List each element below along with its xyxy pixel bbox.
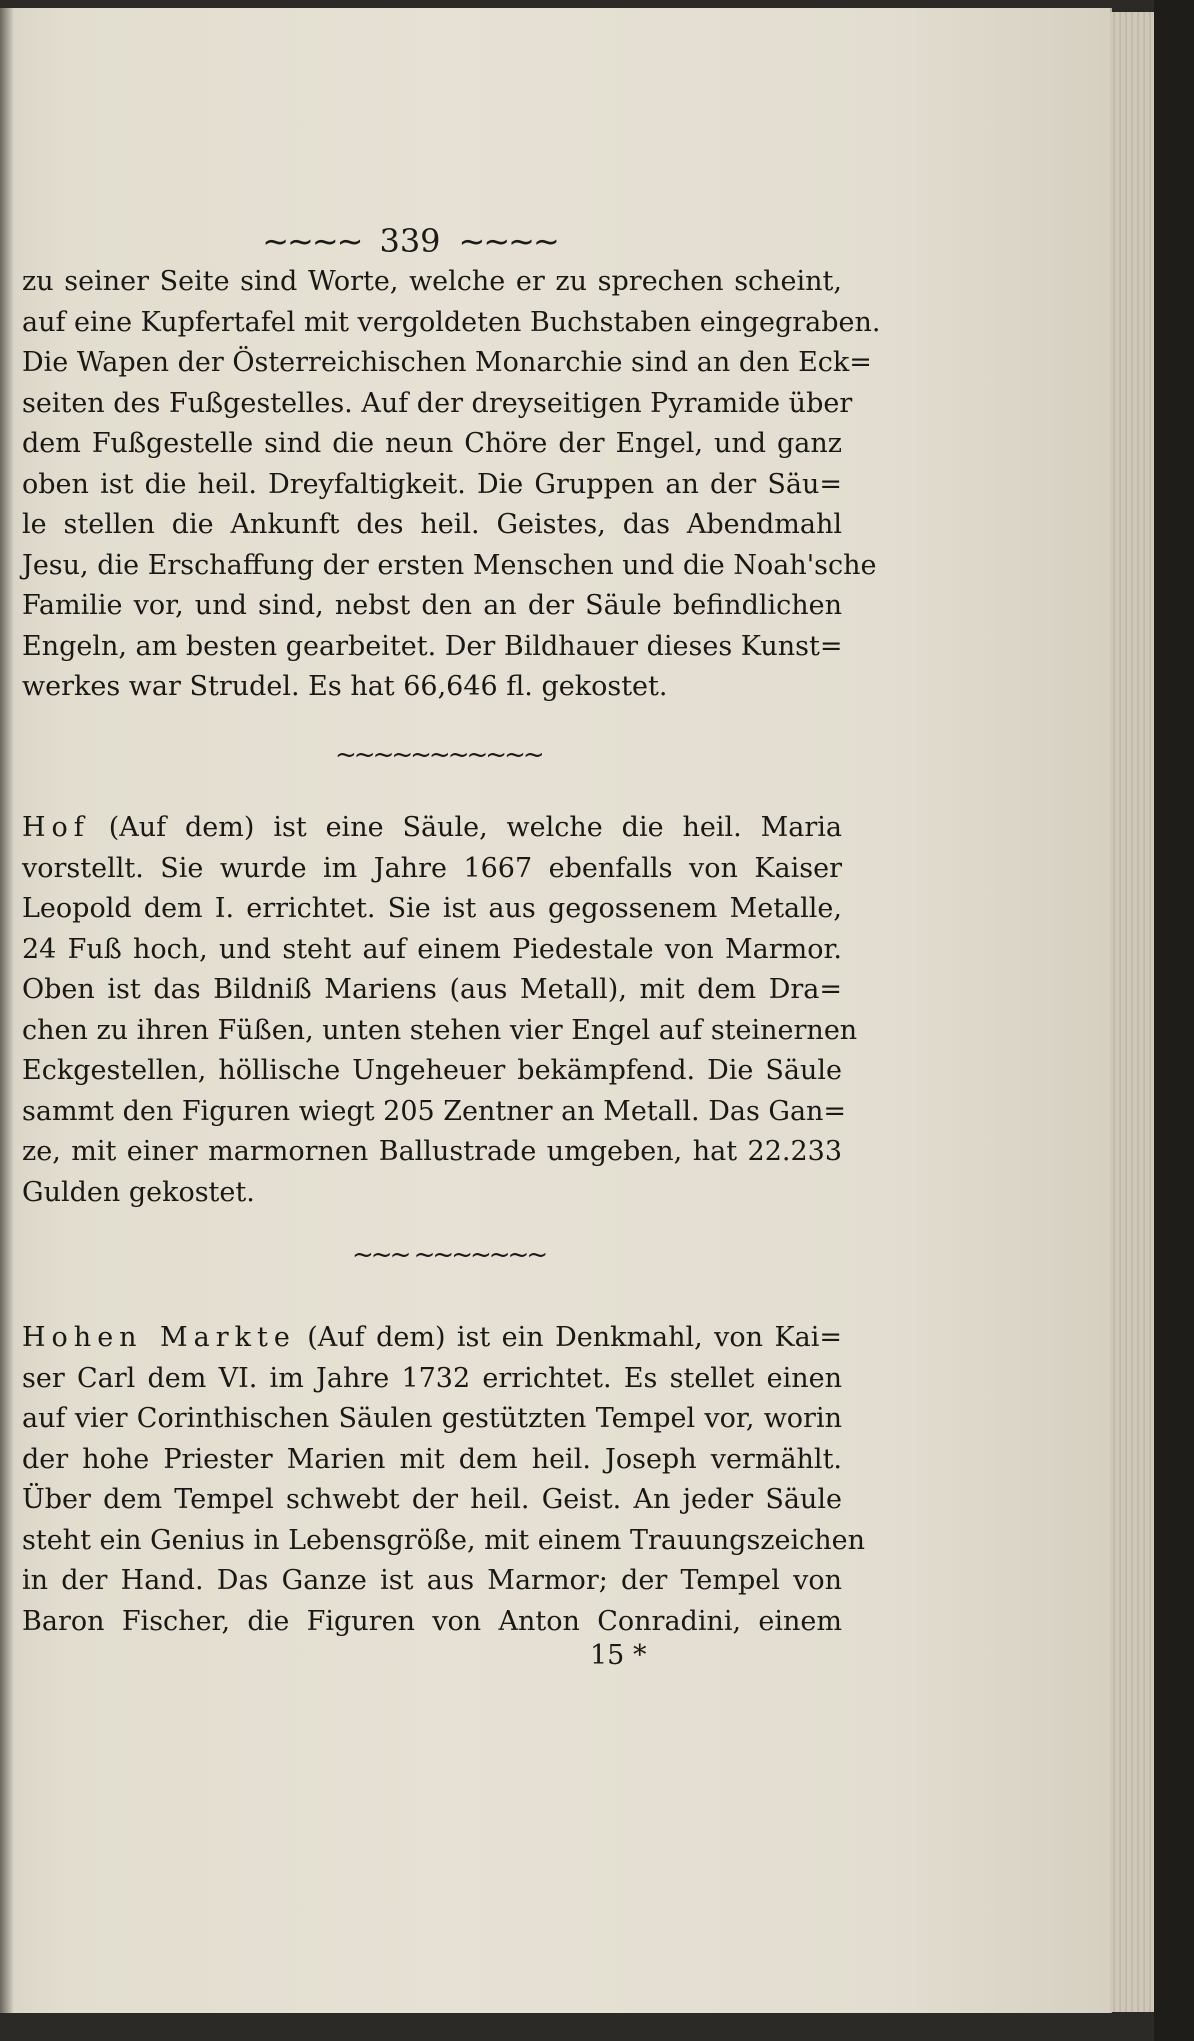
text-line: chen zu ihren Füßen, unten stehen vier Engel auf steinernen <box>22 1014 858 1046</box>
text-line: Gulden gekostet. <box>22 1176 255 1208</box>
paragraph-hof <box>22 808 858 1213</box>
text-line: auf eine Kupfertafel mit vergoldeten Buchstaben eingegraben. <box>22 306 881 338</box>
page-number: 339 <box>379 222 441 260</box>
page-edges <box>1110 12 1154 2012</box>
text-line: seiten des Fußgestelles. Auf der dreyseitigen Pyramide über <box>22 387 853 419</box>
text-line: le stellen die Ankunft des heil. Geistes, das Abendmahl <box>22 509 842 540</box>
book-cover-edge <box>1154 0 1194 2041</box>
text-line: Eckgestellen, höllische Ungeheuer bekämpfend. Die Säule <box>22 1055 842 1086</box>
text-line: Über dem Tempel schwebt der heil. Geist. An jeder Säule <box>22 1484 842 1515</box>
text-line: steht ein Genius in Lebensgröße, mit einem Trauungszeichen <box>22 1524 866 1556</box>
header-ornament-right: ~~~~ <box>458 222 558 260</box>
text-line: der hohe Priester Marien mit dem heil. Joseph vermählt. <box>22 1443 842 1475</box>
text-line: dem Fußgestelle sind die neun Chöre der Engel, und ganz <box>22 428 842 459</box>
entry-lead: Hohen Markte <box>22 1322 296 1353</box>
text-line: Leopold dem I. errichtet. Sie ist aus gegossenem Metalle, <box>22 893 842 924</box>
running-head <box>260 222 560 260</box>
text-line: werkes war Strudel. Es hat 66,646 fl. gekostet. <box>22 671 668 702</box>
text-line: ze, mit einer marmornen Ballustrade umgeben, hat 22.233 <box>22 1136 842 1167</box>
paragraph-hoher-markt <box>22 1318 866 1642</box>
text-line: Baron Fischer, die Figuren von Anton Conradini, einem <box>22 1605 842 1637</box>
text-line: Hof (Auf dem) ist eine Säule, welche die heil. Maria <box>22 812 842 843</box>
text-line: ser Carl dem VI. im Jahre 1732 errichtet. Es stellet einen <box>22 1362 842 1394</box>
paragraph-column-monument <box>22 262 881 708</box>
gutter-shadow <box>0 8 14 2013</box>
entry-lead: Hof <box>22 812 90 843</box>
header-ornament-left: ~~~~ <box>262 222 362 260</box>
section-divider: ~~~ ~~~~~~~ <box>352 1240 546 1270</box>
text-line: zu seiner Seite sind Worte, welche er zu sprechen scheint, <box>22 266 842 297</box>
text-line: sammt den Figuren wiegt 205 Zentner an Metall. Das Gan= <box>22 1095 847 1127</box>
text-line: Hohen Markte (Auf dem) ist ein Denkmahl, von Kai= <box>22 1322 843 1353</box>
text-line: Die Wapen der Österreichischen Monarchie sind an den Eck= <box>22 347 872 378</box>
text-line: Engeln, am besten gearbeitet. Der Bildhauer dieses Kunst= <box>22 630 843 662</box>
text-line: oben ist die heil. Dreyfaltigkeit. Die Gruppen an der Säu= <box>22 468 842 500</box>
signature-mark: 15 * <box>590 1640 647 1671</box>
text-line: 24 Fuß hoch, und steht auf einem Piedestale von Marmor. <box>22 933 842 965</box>
section-divider: ~~~~~~~~~~~ <box>335 740 542 770</box>
text-line: auf vier Corinthischen Säulen gestützten Tempel vor, worin <box>22 1403 842 1434</box>
text-line: Familie vor, und sind, nebst den an der Säule befindlichen <box>22 590 842 621</box>
text-line: Jesu, die Erschaffung der ersten Menschen und die Noah'sche <box>22 549 877 581</box>
text-line: Oben ist das Bildniß Mariens (aus Metall), mit dem Dra= <box>22 974 842 1005</box>
text-line: vorstellt. Sie wurde im Jahre 1667 ebenfalls von Kaiser <box>22 852 842 884</box>
text-line: in der Hand. Das Ganze ist aus Marmor; der Tempel von <box>22 1565 842 1596</box>
